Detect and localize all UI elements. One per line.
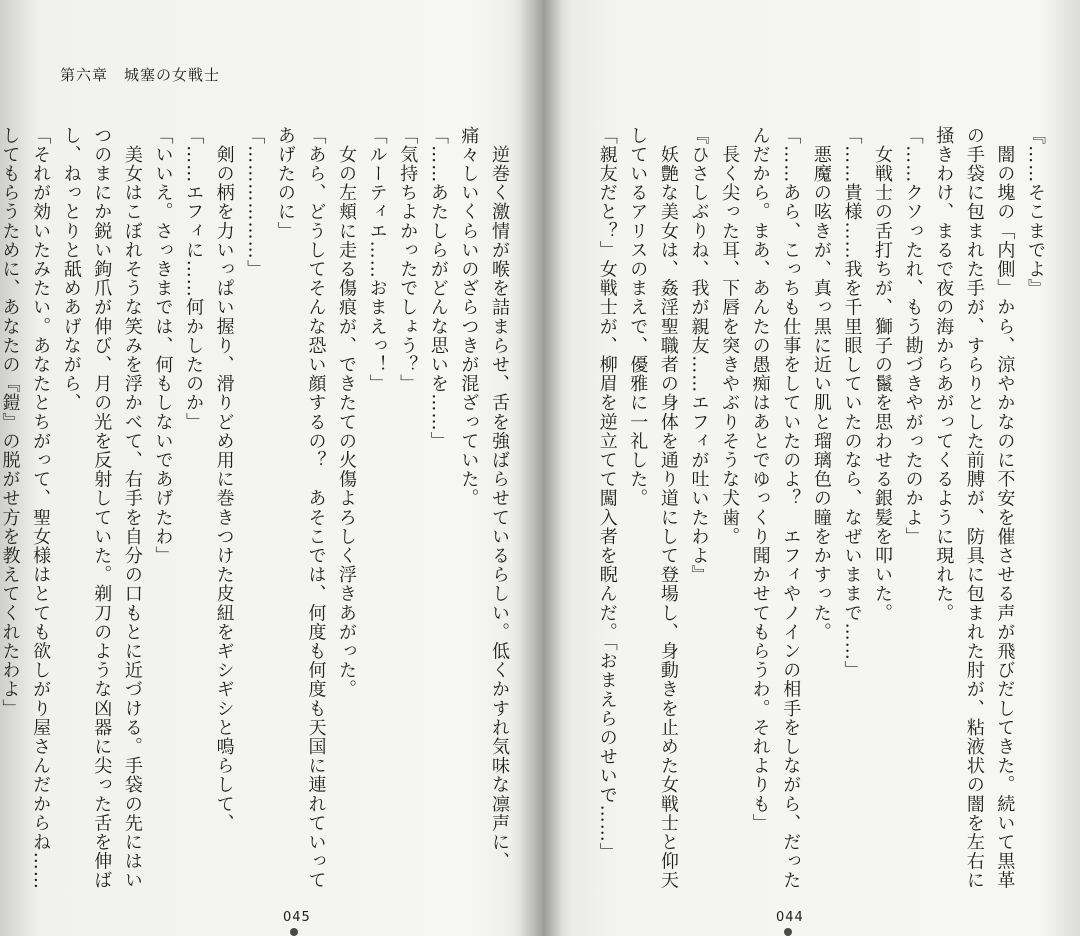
text-line: 『ひさしぶりね、我が親友……エフィが吐いたわよ』 <box>688 126 710 585</box>
text-line: 長く尖った耳、下唇を突きやぶりそうな犬歯。 <box>719 126 741 547</box>
text-line: 「ルーティエ……おまえっ！」 <box>366 126 388 394</box>
text-line: 闇の塊の「内側」から、涼やかなのに不安を催させる声が飛びだしてきた。続いて黒革 <box>994 126 1016 890</box>
text-line: 「あら、どうしてそんな恐い顔するの？ あそこでは、何度も何度も天国に連れていって <box>305 126 327 890</box>
text-line: 悪魔の呟きが、真っ黒に近い肌と瑠璃色の瞳をかすった。 <box>810 126 832 642</box>
text-line: つのまにか鋭い鉤爪が伸び、月の光を反射していた。剃刀のような凶器に尖った舌を伸ば <box>91 126 113 890</box>
right-page <box>542 0 1080 936</box>
text-line: 「……エフィに……何かしたのか」 <box>183 126 205 432</box>
text-line: 「親友だと？」女戦士が、柳眉を逆立てて闖入者を睨んだ。「おまえらのせいで……」 <box>596 126 618 862</box>
page-marker-dot <box>290 928 298 936</box>
page-number-right: 044 <box>776 910 804 925</box>
text-line: してもらうために、あなたの『鎧』の脱がせ方を教えてくれたわよ」 <box>0 126 21 719</box>
text-line: 「いいえ。さっきまでは、何もしないであげたわ」 <box>152 126 174 566</box>
text-line: 女の左頬に走る傷痕が、できたての火傷よろしく浮きあがった。 <box>336 126 358 699</box>
text-line: 「……あたしらがどんな思いを……」 <box>427 126 449 451</box>
left-page-body <box>0 126 514 890</box>
running-head: 第六章 城塞の女戦士 <box>60 66 221 84</box>
text-line: んだから。まあ、あんたの愚痴はあとでゆっくり聞かせてもらうわ。それよりも」 <box>749 126 771 833</box>
text-line: 痛々しいくらいのざらつきが混ざっていた。 <box>458 126 480 508</box>
text-line: 妖艶な美女は、姦淫聖職者の身体を通り道にして登場し、身動きを止めた女戦士と仰天 <box>657 126 679 890</box>
text-line: 掻きわけ、まるで夜の海からあがってくるように現れた。 <box>933 126 955 623</box>
page-marker-dot <box>784 928 792 936</box>
text-line: 「それが効いたみたい。あなたとちがって、聖女様はとても欲しがり屋さんだからね…… <box>30 126 52 890</box>
text-line: 「……クソったれ、もう勘づきやがったのかよ」 <box>902 126 924 547</box>
right-page-body <box>567 126 1050 890</box>
text-line: 「……貴様……我を千里眼していたのなら、なぜいままで……」 <box>841 126 863 680</box>
text-line: 逆巻く激情が喉を詰まらせ、舌を強ばらせているらしい。低くかすれ気味な凛声に、 <box>489 126 510 871</box>
text-line: 美女はこぼれそうな笑みを浮かべて、右手を自分の口もとに近づける。手袋の先にはい <box>121 126 143 890</box>
page-number-left: 045 <box>283 910 311 925</box>
text-line: 「………………」 <box>244 126 266 279</box>
text-line: 『……そこまでよ』 <box>1025 126 1046 298</box>
text-line: 剣の柄を力いっぱい握り、滑りどめ用に巻きつけた皮紐をギシギシと鳴らして、 <box>213 126 235 833</box>
text-line: 「気持ちよかったでしょう？」 <box>397 126 419 394</box>
text-line: 女戦士の舌打ちが、獅子の鬣を思わせる銀髪を叩いた。 <box>872 126 894 623</box>
text-line: し、ねっとりと舐めあげながら、 <box>60 126 82 413</box>
text-line: の手袋に包まれた手が、すらりとした前膊が、防具に包まれた肘が、粘液状の闇を左右に <box>963 126 985 890</box>
text-line: あげたのに」 <box>274 126 296 241</box>
text-line: しているアリスのまえで、優雅に一礼した。 <box>627 126 649 508</box>
text-line: 「……あら、こっちも仕事をしていたのよ？ エフィやノインの相手をしながら、だった <box>780 126 802 890</box>
